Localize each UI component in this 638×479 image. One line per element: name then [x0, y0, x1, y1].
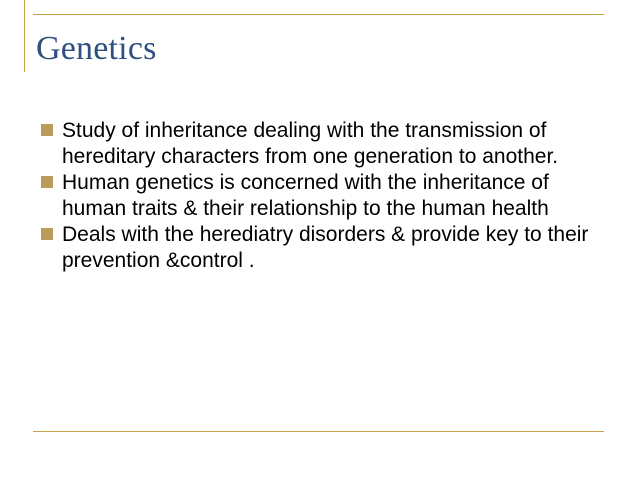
- square-bullet-icon: [41, 228, 53, 240]
- slide-title: Genetics: [36, 30, 157, 67]
- bullet-item-3: [36, 222, 606, 274]
- bullet-list: [36, 118, 606, 274]
- left-accent-line: [24, 0, 25, 72]
- bottom-accent-line: [33, 431, 604, 432]
- bullet-text-2: Human genetics is concerned with the inheritance of human traits & their relationship to the human health: [62, 171, 549, 220]
- top-accent-line: [33, 14, 604, 15]
- bullet-item-1: [36, 118, 606, 170]
- bullet-text-3: Deals with the herediatry disorders & provide key to their prevention &control .: [62, 223, 589, 272]
- square-bullet-icon: [41, 124, 53, 136]
- bullet-item-2: [36, 170, 606, 222]
- square-bullet-icon: [41, 176, 53, 188]
- bullet-text-1: Study of inheritance dealing with the transmission of hereditary characters from one generation to another.: [62, 119, 559, 168]
